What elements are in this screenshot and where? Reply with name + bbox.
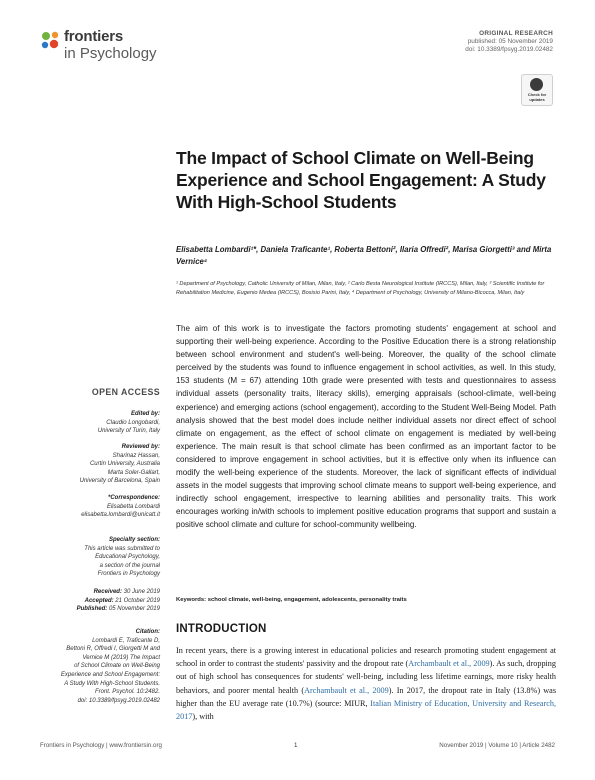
specialty-line: a section of the journal [99, 562, 160, 569]
journal-logo[interactable] [40, 28, 180, 68]
citation-line: A Study With High-School Students. [64, 680, 160, 687]
received-line [40, 588, 160, 597]
reviewed-by-block [40, 443, 160, 486]
reviewed-by-label: Reviewed by: [121, 444, 160, 450]
article-doi[interactable]: doi: 10.3389/fpsyg.2019.02482 [465, 46, 553, 53]
intro-text: ). In 2017, the dropout rate in Italy (13.8%) was higher than the EU average rate (10.7%) (source: MIUR, [176, 685, 557, 708]
check-for-updates-badge[interactable] [521, 74, 553, 106]
article-type: ORIGINAL RESEARCH [479, 30, 553, 37]
page-number: 1 [294, 742, 298, 749]
journal-name-line2: in Psychology [64, 45, 157, 62]
editor-line: Claudio Longobardi, [106, 419, 160, 426]
article-title: The Impact of School Climate on Well-Being Experience and School Engagement: A Study With High-School Students [176, 148, 546, 212]
correspondence-label: *Correspondence: [107, 495, 160, 501]
citation-link[interactable]: Archambault et al., 2009 [408, 659, 490, 669]
affiliations: ¹ Department of Psychology, Catholic University of Milan, Milan, Italy, ² Carlo Besta Neurological Institute (IRCCS), Milan, Italy, ³ Scientific Institute for Rehabilitation Medicine, Eugenio Medea (IRCCS), Bosisio Parini, Italy, ⁴ Department of Psychology, University of Milano-Bicocca, Milan, Italy [176, 281, 545, 296]
published-date: published: 05 November 2019 [467, 38, 553, 45]
frontiers-logo-icon [40, 30, 62, 52]
introduction-paragraph [176, 644, 556, 723]
intro-text: ). As such, dropping out of high school has consequences for students' well-being, including less lifetime earnings, more risky health behaviors, and poorer mental health ( [176, 659, 556, 695]
citation-line: of School Climate on Well-Being [74, 663, 160, 670]
correspondence-block [40, 494, 160, 520]
accepted-date: 21 October 2019 [115, 597, 160, 604]
section-heading-introduction: INTRODUCTION [176, 623, 267, 635]
citation-line: Lombardi E, Traficante D, [92, 637, 160, 644]
citation-link[interactable]: Archambault et al., 2009 [304, 685, 389, 695]
dates-block [40, 588, 160, 614]
reviewer-line: Marta Soler-Gallart, [107, 469, 160, 476]
edited-by-block [40, 410, 160, 436]
check-updates-label: Check for updates [527, 92, 547, 102]
abstract: The aim of this work is to investigate the factors promoting students' engagement at school and supporting their well-being experience. According to the Positive Education there is a strong relationship between school environment and student's well-being. Moreover, the quality of the school climate perceived by the students was found to influence engagement in school activities, as well. In this study, 153 students (M = 67) attending 10th grade were presented with tests and questionnaires to assess individual assets (personality traits, literacy skills), emerging appraisals (school-climate, well-being experience) and emerging actions (school engagement), according to the Student Well-Being Model. Path analysis showed that the best model does include neither individual assets nor direct effect of school climate on engagement, as the effect of school climate on engagement is mediated by well-being experience. The main result is that school climate has been confirmed as an important factor to be considered to improve engagement in school activities, but it is effective only when its influence can modify the well-being experience of the students. Moreover, the lack of significant effects of individual assets in the model suggests that improving school climate means to support well-being experience, and indirectly school engagement, irrespective to learning abilities and personality traits. This work encourages working in/with schools to implement positive education programs that support and sustain a positive school climate and culture for school-community wellbeing. [176, 324, 556, 530]
citation-line: doi: 10.3389/fpsyg.2019.02482 [77, 697, 160, 704]
accepted-line [40, 597, 160, 606]
citation-line: Experience and School Engagement: [60, 671, 160, 678]
citation-label: Citation: [135, 629, 160, 635]
intro-text: ), with [192, 712, 214, 722]
article-meta [465, 30, 553, 54]
specialty-line: Frontiers in Psychology [97, 571, 160, 578]
specialty-line: This article was submitted to [84, 545, 160, 552]
citation-block [40, 628, 160, 705]
received-date: 30 June 2019 [123, 589, 160, 595]
specialty-line: Educational Psychology, [95, 554, 160, 561]
reviewer-line: University of Barcelona, Spain [79, 478, 160, 485]
published-date-side: 05 November 2019 [108, 606, 160, 613]
footer-journal: Frontiers in Psychology | www.frontiersin.org [40, 742, 162, 749]
citation-line: Front. Psychol. 10:2482. [94, 689, 160, 696]
correspondence-name: Elisabetta Lombardi [106, 503, 160, 510]
correspondence-email[interactable]: elisabetta.lombardi@unicatt.it [81, 512, 160, 519]
edited-by-label: Edited by: [130, 411, 160, 417]
citation-line: Bettoni R, Offredi I, Giorgetti M and [66, 646, 160, 653]
editor-line: University of Turin, Italy [97, 428, 160, 435]
reviewer-line: Curtin University, Australia [89, 461, 160, 468]
open-access-label: OPEN ACCESS [91, 387, 160, 397]
published-label: Published: [76, 606, 108, 613]
citation-line: Vernice M (2019) The Impact [82, 654, 160, 661]
footer-issue: November 2019 | Volume 10 | Article 2482 [439, 742, 555, 749]
published-line [40, 605, 160, 614]
specialty-label: Specialty section: [108, 537, 160, 543]
check-updates-icon [530, 78, 543, 91]
specialty-block [40, 536, 160, 579]
keywords: Keywords: school climate, well-being, engagement, adolescents, personality traits [176, 597, 407, 603]
intro-text: In recent years, there is a growing interest in educational policies and research promoting student engagement at school in order to contrast the students' passivity and the dropout rate ( [176, 646, 556, 669]
reviewer-line: Sharinaz Hassan, [112, 452, 160, 459]
author-list: Elisabetta Lombardi¹*, Daniela Traficante¹, Roberta Bettoni², Ilaria Offredi², Marisa Giorgetti³ and Mirta Vernice⁴ [176, 245, 552, 266]
journal-name-line1: frontiers [64, 28, 124, 45]
received-label: Received: [93, 589, 122, 595]
accepted-label: Accepted: [84, 597, 114, 604]
citation-link[interactable]: Italian Ministry of Education, University and Research, 2017 [176, 698, 556, 722]
